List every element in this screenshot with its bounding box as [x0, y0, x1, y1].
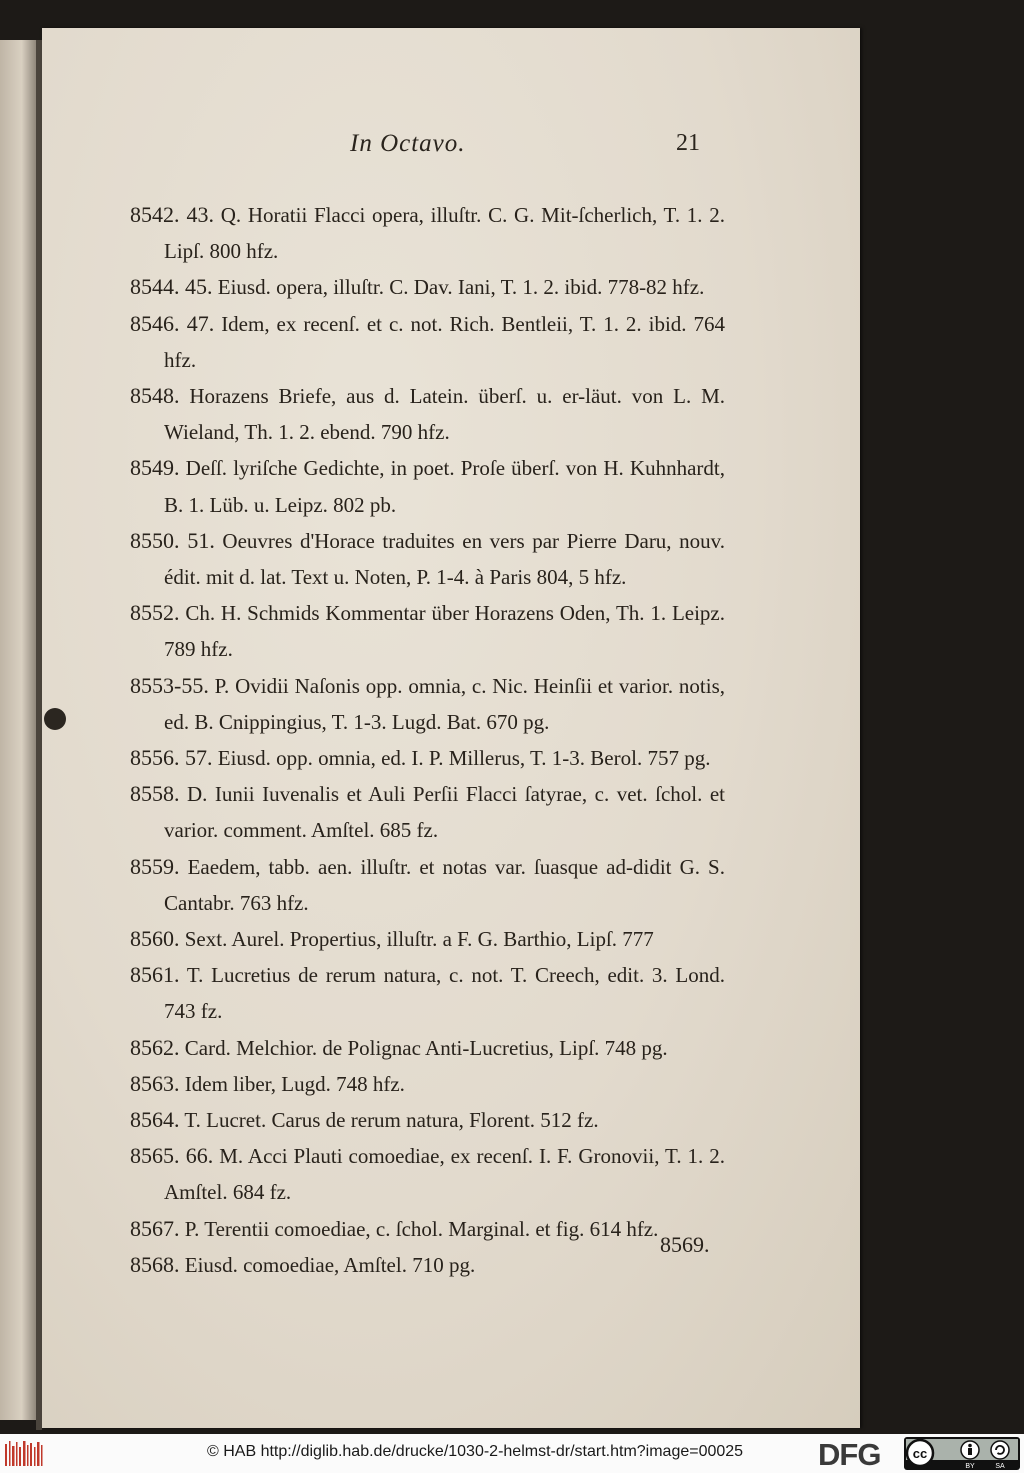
barcode-icon: [4, 1438, 44, 1469]
catalog-entry: [130, 450, 725, 522]
entry-number: 8549.: [130, 455, 180, 481]
catalog-entry: [130, 1030, 725, 1066]
entry-text: T. Lucret. Carus de rerum natura, Florent. 512 fz.: [184, 1108, 599, 1133]
entry-text: Eaedem, tabb. aen. illuſtr. et notas var. ſuasque ad-didit G. S. Cantabr. 763 hfz.: [164, 854, 725, 915]
entry-number: 8560.: [130, 926, 180, 952]
entry-text: Card. Melchior. de Polignac Anti-Lucretius, Lipſ. 748 pg.: [184, 1035, 668, 1060]
entry-number: 8563.: [130, 1070, 180, 1096]
entry-text: Idem liber, Lugd. 748 hfz.: [184, 1071, 405, 1096]
catalog-entry: [130, 378, 725, 450]
entry-number: 8561.: [130, 962, 180, 988]
page-number: 21: [676, 130, 700, 156]
entry-number: 8562.: [130, 1034, 180, 1060]
dfg-logo: DFG: [818, 1437, 881, 1472]
entry-number: 8564.: [130, 1107, 180, 1133]
entry-text: D. Iunii Iuvenalis et Auli Perſii Flacci ſatyrae, c. vet. ſchol. et varior. comment. Amſtel. 685 fz.: [164, 782, 726, 843]
entry-text: Ch. H. Schmids Kommentar über Horazens Oden, Th. 1. Leipz. 789 hfz.: [164, 601, 726, 662]
by-badge-text: BY: [965, 1463, 975, 1470]
entry-text: P. Terentii comoediae, c. ſchol. Marginal. et fig. 614 hfz.: [184, 1216, 659, 1241]
entry-text: Sext. Aurel. Propertius, illuſtr. a F. G. Barthio, Lipſ. 777: [184, 927, 654, 952]
catalog-entry: [130, 921, 725, 957]
entry-text: M. Acci Plauti comoediae, ex recenſ. I. F. Gronovii, T. 1. 2. Amſtel. 684 fz.: [164, 1144, 725, 1205]
catalog-entry: [130, 595, 725, 667]
entry-number: 8558.: [130, 781, 180, 807]
entry-text: Eiusd. opp. omnia, ed. I. P. Millerus, T. 1-3. Berol. 757 pg.: [217, 746, 711, 771]
entry-text: T. Lucretius de rerum natura, c. not. T. Creech, edit. 3. Lond. 743 fz.: [164, 963, 725, 1024]
entry-number: 8546. 47.: [130, 310, 215, 336]
entry-text: Idem, ex recenſ. et c. not. Rich. Bentleii, T. 1. 2. ibid. 764 hfz.: [164, 311, 726, 372]
entry-number: 8565. 66.: [130, 1143, 214, 1169]
catalog-entry: [130, 849, 725, 921]
previous-page-edge: [0, 40, 36, 1420]
catalog-entry: [130, 957, 725, 1029]
entry-number: 8568.: [130, 1251, 180, 1277]
catalog-entry: [130, 740, 725, 776]
entry-number: 8542. 43.: [130, 202, 214, 227]
entry-text: Deſſ. lyriſche Gedichte, in poet. Proſe überſ. von H. Kuhnhardt, B. 1. Lüb. u. Leipz. 802 pb.: [164, 456, 725, 517]
entry-text: Eiusd. opera, illuſtr. C. Dav. Iani, T. 1. 2. ibid. 778-82 hfz.: [217, 275, 705, 300]
entry-number: 8550. 51.: [130, 527, 215, 553]
catalog-entry: [130, 269, 725, 305]
entry-number: 8553-55.: [130, 672, 209, 698]
binding-hole: [44, 708, 66, 730]
entry-number: 8544. 45.: [130, 274, 213, 300]
entry-text: Horazens Briefe, aus d. Latein. überſ. u. er-läut. von L. M. Wieland, Th. 1. 2. ebend. 790 hfz.: [164, 384, 726, 445]
running-head: In Octavo.: [350, 130, 466, 157]
catalog-entry: [130, 523, 725, 595]
catalog-entry: [130, 1247, 725, 1283]
entry-number: 8567.: [130, 1215, 180, 1241]
entry-text: Oeuvres d'Horace traduites en vers par Pierre Daru, nouv. édit. mit d. lat. Text u. Noten, P. 1-4. à Paris 804, 5 hfz.: [164, 528, 726, 590]
entry-number: 8548.: [130, 383, 180, 409]
entry-text: Q. Horatii Flacci opera, illuſtr. C. G. Mit-ſcherlich, T. 1. 2. Lipſ. 800 hfz.: [164, 203, 726, 264]
cc-license-icon[interactable]: [904, 1437, 1020, 1470]
catalog-entry: [130, 1102, 725, 1138]
catalog-entry: [130, 668, 725, 740]
entry-number: 8552.: [130, 600, 180, 626]
entry-text: Eiusd. comoediae, Amſtel. 710 pg.: [184, 1252, 476, 1277]
catalog-entry: [130, 776, 725, 848]
catalog-entries: [130, 197, 725, 1283]
catalog-entry: [130, 1138, 725, 1210]
entry-number: 8556. 57.: [130, 745, 213, 771]
catalog-entry: [130, 197, 725, 269]
entry-number: 8559.: [130, 853, 180, 879]
catalog-entry: [130, 1211, 725, 1247]
catalog-entry: [130, 1066, 725, 1102]
entry-text: P. Ovidii Naſonis opp. omnia, c. Nic. Heinſii et varior. notis, ed. B. Cnippingius, T. 1-3. Lugd. Bat. 670 pg.: [164, 673, 726, 734]
viewer-footer: [0, 1434, 1024, 1473]
catchword: 8569.: [660, 1232, 710, 1257]
sa-badge-text: SA: [995, 1463, 1005, 1470]
cc-badge-text: cc: [912, 1446, 928, 1461]
catalog-entry: [130, 306, 725, 378]
copyright-link[interactable]: © HAB http://diglib.hab.de/drucke/1030-2-helmst-dr/start.htm?image=00025: [207, 1443, 744, 1460]
